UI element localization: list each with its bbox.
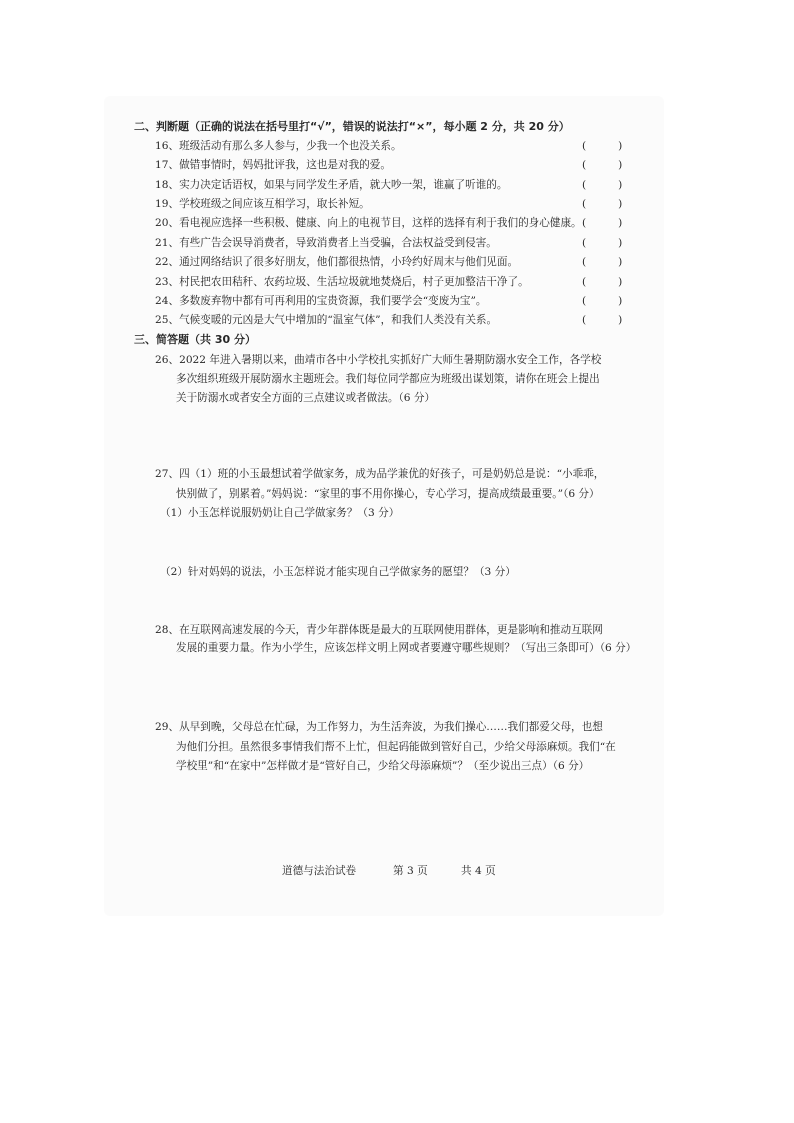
footer-total-pages: 共 4 页 <box>461 865 496 877</box>
judgement-item-24: 24、多数废弃物中都有可再利用的宝贵资源，我们要学会“变废为宝”。 <box>155 295 487 307</box>
answer-bracket-20[interactable]: ( ) <box>582 217 623 229</box>
question-27-sub-2: （2）针对妈妈的说法，小玉怎样说才能实现自己学做家务的愿望？（3 分） <box>160 566 516 578</box>
footer-subject: 道德与法治试卷 <box>282 865 357 877</box>
judgement-item-16: 16、班级活动有那么多人参与，少我一个也没关系。 <box>155 140 402 152</box>
judgement-item-25: 25、气候变暖的元凶是大气中增加的“温室气体”，和我们人类没有关系。 <box>155 314 498 326</box>
section-2-heading: 二、判断题（正确的说法在括号里打“√”，错误的说法打“×”，每小题 2 分，共 20 分） <box>134 120 570 133</box>
question-29-line-3: 学校里”和“在家中”怎样做才是“管好自己，少给父母添麻烦”？（至少说出三点）（6 分） <box>176 760 590 772</box>
question-28-line-2: 发展的重要力量。作为小学生，应该怎样文明上网或者要遵守哪些规则？（写出三条即可）（6 分） <box>176 642 637 654</box>
answer-bracket-22[interactable]: ( ) <box>582 256 623 268</box>
answer-bracket-24[interactable]: ( ) <box>582 295 623 307</box>
answer-bracket-19[interactable]: ( ) <box>582 198 623 210</box>
answer-bracket-18[interactable]: ( ) <box>582 179 623 191</box>
footer-page-number: 第 3 页 <box>393 865 428 877</box>
judgement-item-22: 22、通过网络结识了很多好朋友，他们都很热情，小玲约好周末与他们见面。 <box>155 256 519 268</box>
question-26-line-3: 关于防溺水或者安全方面的三点建议或者做法。（6 分） <box>176 392 436 404</box>
answer-bracket-16[interactable]: ( ) <box>582 140 623 152</box>
question-28-line-1: 28、在互联网高速发展的今天，青少年群体既是最大的互联网使用群体，更是影响和推动互联网 <box>155 624 603 636</box>
answer-bracket-23[interactable]: ( ) <box>582 276 623 288</box>
judgement-item-17: 17、做错事情时，妈妈批评我，这也是对我的爱。 <box>155 159 391 171</box>
question-27-line-1: 27、四（1）班的小玉最想试着学做家务，成为品学兼优的好孩子，可是奶奶总是说：“小乖乖， <box>155 468 605 480</box>
answer-area-29[interactable] <box>155 778 635 848</box>
section-3-heading: 三、简答题（共 30 分） <box>134 333 256 346</box>
question-26-line-1: 26、2022 年进入暑期以来，曲靖市各中小学校扎实抓好广大师生暑期防溺水安全工作，各学校 <box>155 354 602 366</box>
answer-bracket-17[interactable]: ( ) <box>582 159 623 171</box>
question-26-line-2: 多次组织班级开展防溺水主题班会。我们每位同学都应为班级出谋划策，请你在班会上提出 <box>176 373 600 385</box>
judgement-item-21: 21、有些广告会误导消费者，导致消费者上当受骗，合法权益受到侵害。 <box>155 237 497 249</box>
question-29-line-2: 为他们分担。虽然很多事情我们帮不上忙，但起码能做到管好自己，少给父母添麻烦。我们“在 <box>176 741 616 753</box>
judgement-item-19: 19、学校班级之间应该互相学习，取长补短。 <box>155 198 370 210</box>
judgement-item-20: 20、看电视应选择一些积极、健康、向上的电视节目，这样的选择有利于我们的身心健康。 <box>155 217 582 229</box>
answer-bracket-25[interactable]: ( ) <box>582 314 623 326</box>
judgement-item-23: 23、村民把农田秸秆、农药垃圾、生活垃圾就地焚烧后，村子更加整洁干净了。 <box>155 276 529 288</box>
answer-area-28[interactable] <box>155 660 635 715</box>
judgement-item-18: 18、实力决定话语权，如果与同学发生矛盾，就大吵一架，谁赢了听谁的。 <box>155 179 508 191</box>
question-29-line-1: 29、从早到晚，父母总在忙碌，为工作努力，为生活奔波，为我们操心……我们都爱父母，也想 <box>155 721 603 733</box>
question-27-sub-1: （1）小玉怎样说服奶奶让自己学做家务？（3 分） <box>160 507 400 519</box>
question-27-line-2: 快别做了，别累着。”妈妈说：“家里的事不用你操心，专心学习，提高成绩最重要。”（6 分） <box>176 488 600 500</box>
answer-area-27-1[interactable] <box>155 524 635 560</box>
answer-area-26[interactable] <box>155 410 635 460</box>
answer-area-27-2[interactable] <box>155 584 635 620</box>
answer-bracket-21[interactable]: ( ) <box>582 237 623 249</box>
